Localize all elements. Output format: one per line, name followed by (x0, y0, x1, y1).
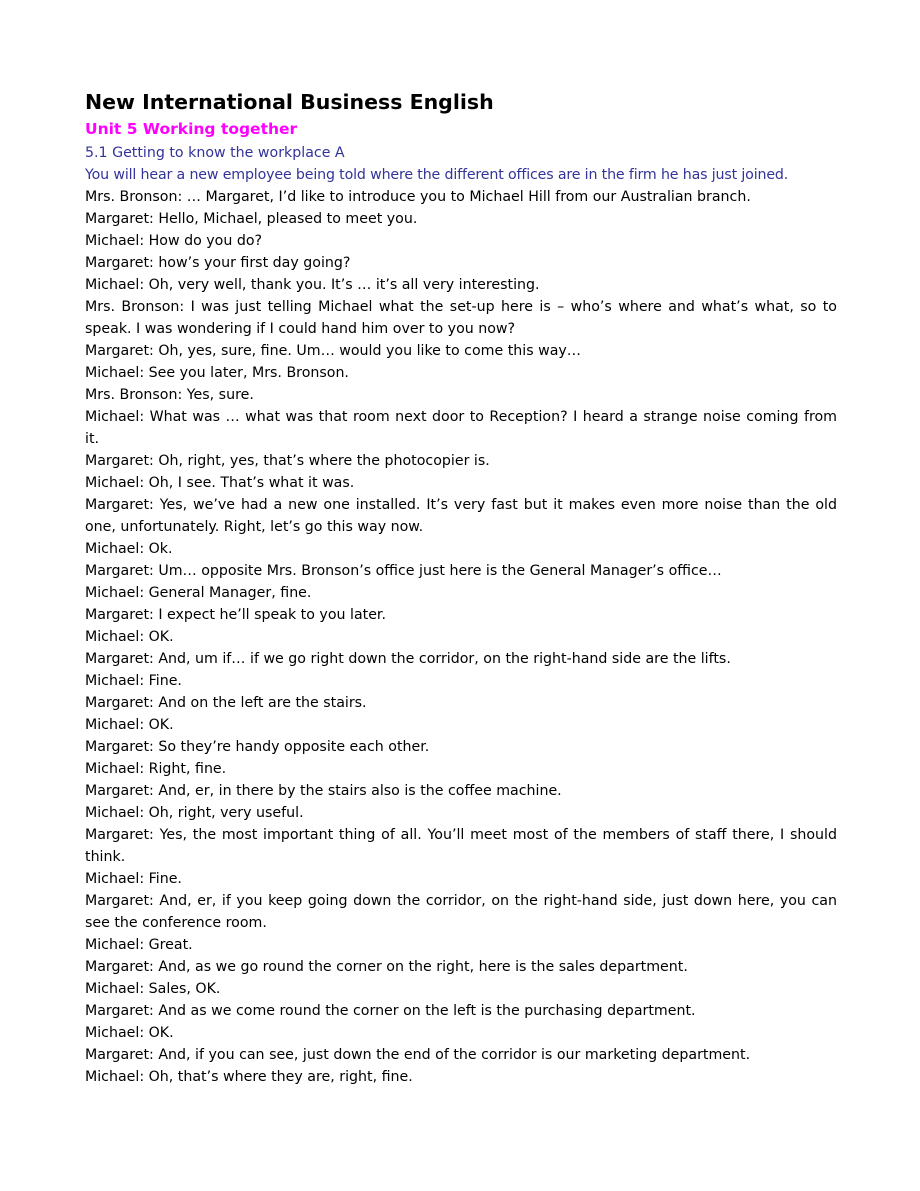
dialogue-line: Margaret: Um… opposite Mrs. Bronson’s office just here is the General Manager’s office… (85, 563, 722, 579)
dialogue-line: Michael: Fine. (85, 673, 182, 689)
dialogue-line: Margaret: Hello, Michael, pleased to meet you. (85, 211, 418, 227)
dialogue-line: Mrs. Bronson: I was just telling Michael what the set-up here is – who’s where and what’s what, so to speak. I was wondering if I could hand him over to you now? (85, 299, 837, 337)
dialogue-line: Michael: OK. (85, 1025, 174, 1041)
dialogue-line: Michael: Oh, I see. That’s what it was. (85, 475, 355, 491)
unit-heading: Unit 5 Working together (85, 120, 298, 138)
dialogue-line: Margaret: And, as we go round the corner on the right, here is the sales department. (85, 959, 688, 975)
dialogue-transcript (85, 186, 837, 1088)
dialogue-line: Margaret: Oh, right, yes, that’s where the photocopier is. (85, 453, 490, 469)
dialogue-line: Margaret: And, um if… if we go right down the corridor, on the right-hand side are the lifts. (85, 651, 731, 667)
dialogue-line: Michael: Fine. (85, 871, 182, 887)
dialogue-line: Michael: Right, fine. (85, 761, 227, 777)
dialogue-line: Michael: How do you do? (85, 233, 263, 249)
dialogue-line: Margaret: And as we come round the corner on the left is the purchasing department. (85, 1003, 696, 1019)
dialogue-line: Margaret: how’s your first day going? (85, 255, 351, 271)
dialogue-line: Margaret: I expect he’ll speak to you later. (85, 607, 386, 623)
dialogue-line: Margaret: And, if you can see, just down the end of the corridor is our marketing department. (85, 1047, 751, 1063)
dialogue-line: Michael: General Manager, fine. (85, 585, 312, 601)
dialogue-line: Michael: Great. (85, 937, 193, 953)
dialogue-line: Margaret: And, er, if you keep going down the corridor, on the right-hand side, just down here, you can see the conference room. (85, 893, 837, 931)
dialogue-line: Michael: See you later, Mrs. Bronson. (85, 365, 349, 381)
dialogue-line: Margaret: And on the left are the stairs. (85, 695, 367, 711)
dialogue-line: Michael: OK. (85, 629, 174, 645)
dialogue-line: Mrs. Bronson: … Margaret, I’d like to introduce you to Michael Hill from our Australian branch. (85, 189, 751, 205)
listening-instructions: You will hear a new employee being told where the different offices are in the firm he has just joined. (85, 167, 789, 183)
dialogue-line: Margaret: Yes, we’ve had a new one installed. It’s very fast but it makes even more noise than the old one, unfortunately. Right, let’s go this way now. (85, 497, 837, 535)
dialogue-line: Michael: Oh, that’s where they are, right, fine. (85, 1069, 413, 1085)
dialogue-line: Margaret: And, er, in there by the stairs also is the coffee machine. (85, 783, 562, 799)
dialogue-line: Michael: Oh, right, very useful. (85, 805, 304, 821)
document-page (85, 88, 837, 1088)
dialogue-line: Michael: Sales, OK. (85, 981, 221, 997)
section-heading: 5.1 Getting to know the workplace A (85, 145, 345, 161)
dialogue-line: Margaret: Oh, yes, sure, fine. Um… would you like to come this way… (85, 343, 581, 359)
dialogue-line: Michael: Oh, very well, thank you. It’s … it’s all very interesting. (85, 277, 540, 293)
dialogue-line: Michael: What was … what was that room next door to Reception? I heard a strange noise coming from it. (85, 409, 837, 447)
document-title: New International Business English (85, 90, 494, 114)
dialogue-line: Mrs. Bronson: Yes, sure. (85, 387, 254, 403)
dialogue-line: Michael: OK. (85, 717, 174, 733)
dialogue-line: Margaret: Yes, the most important thing of all. You’ll meet most of the members of staff there, I should think. (85, 827, 837, 865)
dialogue-line: Michael: Ok. (85, 541, 173, 557)
dialogue-line: Margaret: So they’re handy opposite each other. (85, 739, 430, 755)
